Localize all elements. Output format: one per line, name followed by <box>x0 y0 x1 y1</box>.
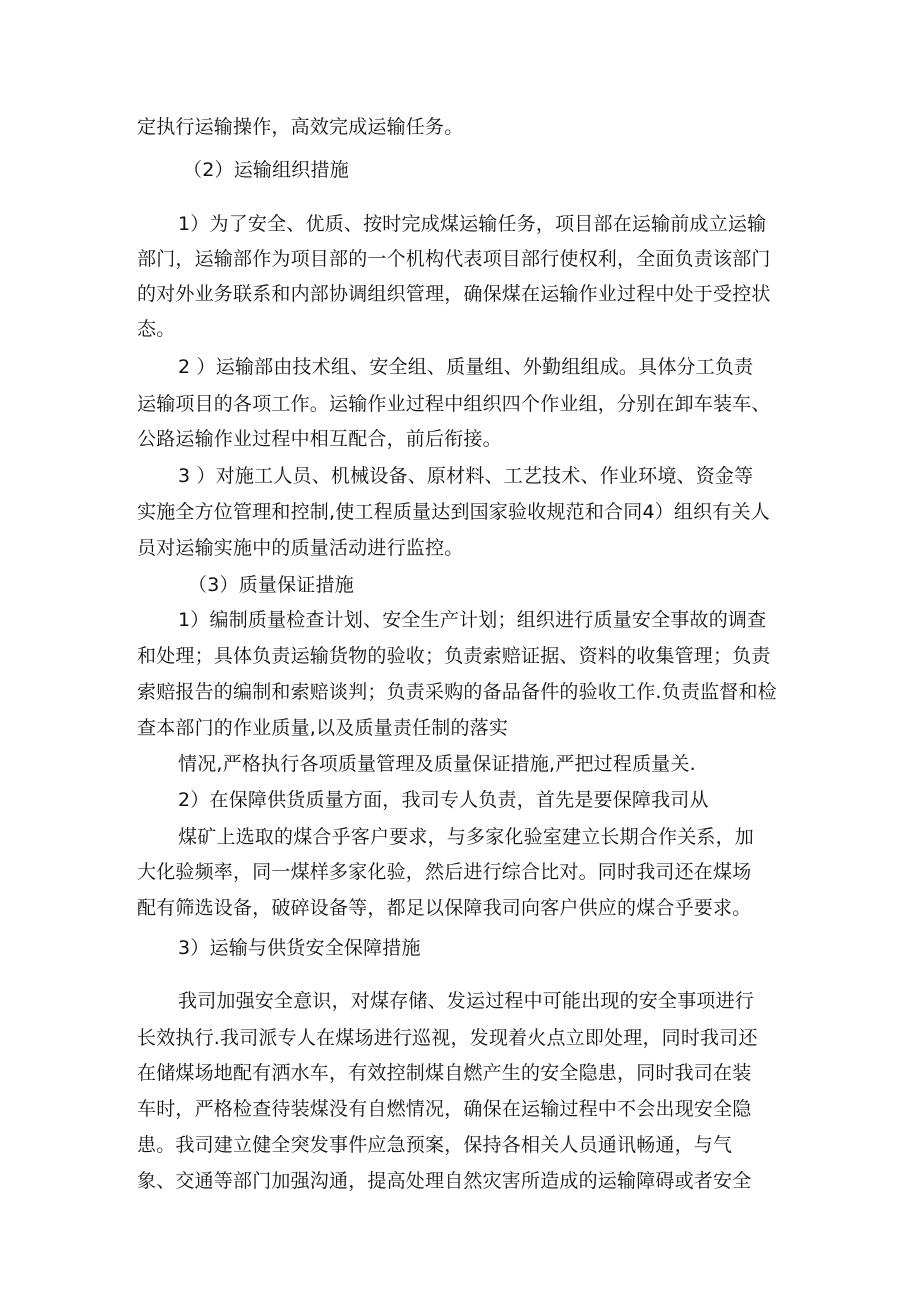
text-line: 3 ）对施工人员、机械设备、原材料、工艺技术、作业环境、资金等 <box>178 465 754 487</box>
text-line: 查本部门的作业质量,以及质量责任制的落实 <box>137 717 509 739</box>
text-line: 2 ）运输部由技术组、安全组、质量组、外勤组组成。具体分工负责 <box>178 356 754 378</box>
text-line: 公路运输作业过程中相互配合，前后衔接。 <box>137 428 502 450</box>
section-heading: （2）运输组织措施 <box>183 159 349 181</box>
text-line: 的对外业务联系和内部协调组织管理，确保煤在运输作业过程中处于受控状 <box>137 283 771 305</box>
text-line: 大化验频率，同一煤样多家化验，然后进行综合比对。同时我司还在煤场 <box>137 861 752 883</box>
text-line: 实施全方位管理和控制,使工程质量达到国家验收规范和合同4）组织有关人 <box>137 501 770 523</box>
text-line: 患。我司建立健全突发事件应急预案，保持各相关人员通讯畅通，与气 <box>137 1134 733 1156</box>
text-line: 索赔报告的编制和索赔谈判；负责采购的备品备件的验收工作.负责监督和检 <box>137 681 777 703</box>
text-line: 2）在保障供货质量方面，我司专人负责，首先是要保障我司从 <box>178 789 709 811</box>
text-line: 员对运输实施中的质量活动进行监控。 <box>137 537 464 559</box>
text-line: 我司加强安全意识，对煤存储、发运过程中可能出现的安全事项进行 <box>178 990 755 1012</box>
text-line: 在储煤场地配有洒水车，有效控制煤自燃产生的安全隐患，同时我司在装 <box>137 1062 752 1084</box>
text-line: 和处理；具体负责运输货物的验收；负责索赔证据、资料的收集管理；负责 <box>137 645 771 667</box>
text-line: 1）为了安全、优质、按时完成煤运输任务，项目部在运输前成立运输 <box>178 213 767 235</box>
text-line: 定执行运输操作，高效完成运输任务。 <box>137 116 464 138</box>
text-line: 1）编制质量检查计划、安全生产计划；组织进行质量安全事故的调查 <box>178 609 767 631</box>
text-line: 煤矿上选取的煤合乎客户要求，与多家化验室建立长期合作关系，加 <box>178 826 755 848</box>
text-line: 象、交通等部门加强沟通，提高处理自然灾害所造成的运输障碍或者安全 <box>137 1170 752 1192</box>
text-line: 部门，运输部作为项目部的一个机构代表项目部行使权利，全面负责该部门 <box>137 248 771 270</box>
section-heading: 3）运输与供货安全保障措施 <box>178 937 421 959</box>
text-line: 配有筛选设备，破碎设备等，都足以保障我司向客户供应的煤合乎要求。 <box>137 897 752 919</box>
text-line: 运输项目的各项工作。运输作业过程中组织四个作业组，分别在卸车装车、 <box>137 393 771 415</box>
text-line: 长效执行.我司派专人在煤场进行巡视，发现着火点立即处理，同时我司还 <box>137 1027 758 1049</box>
section-heading: （3）质量保证措施 <box>188 574 354 596</box>
text-line: 车时，严格检查待装煤没有自燃情况，确保在运输过程中不会出现安全隐 <box>137 1098 752 1120</box>
text-line: 态。 <box>137 318 176 340</box>
text-line: 情况,严格执行各项质量管理及质量保证措施,严把过程质量关. <box>178 753 696 775</box>
